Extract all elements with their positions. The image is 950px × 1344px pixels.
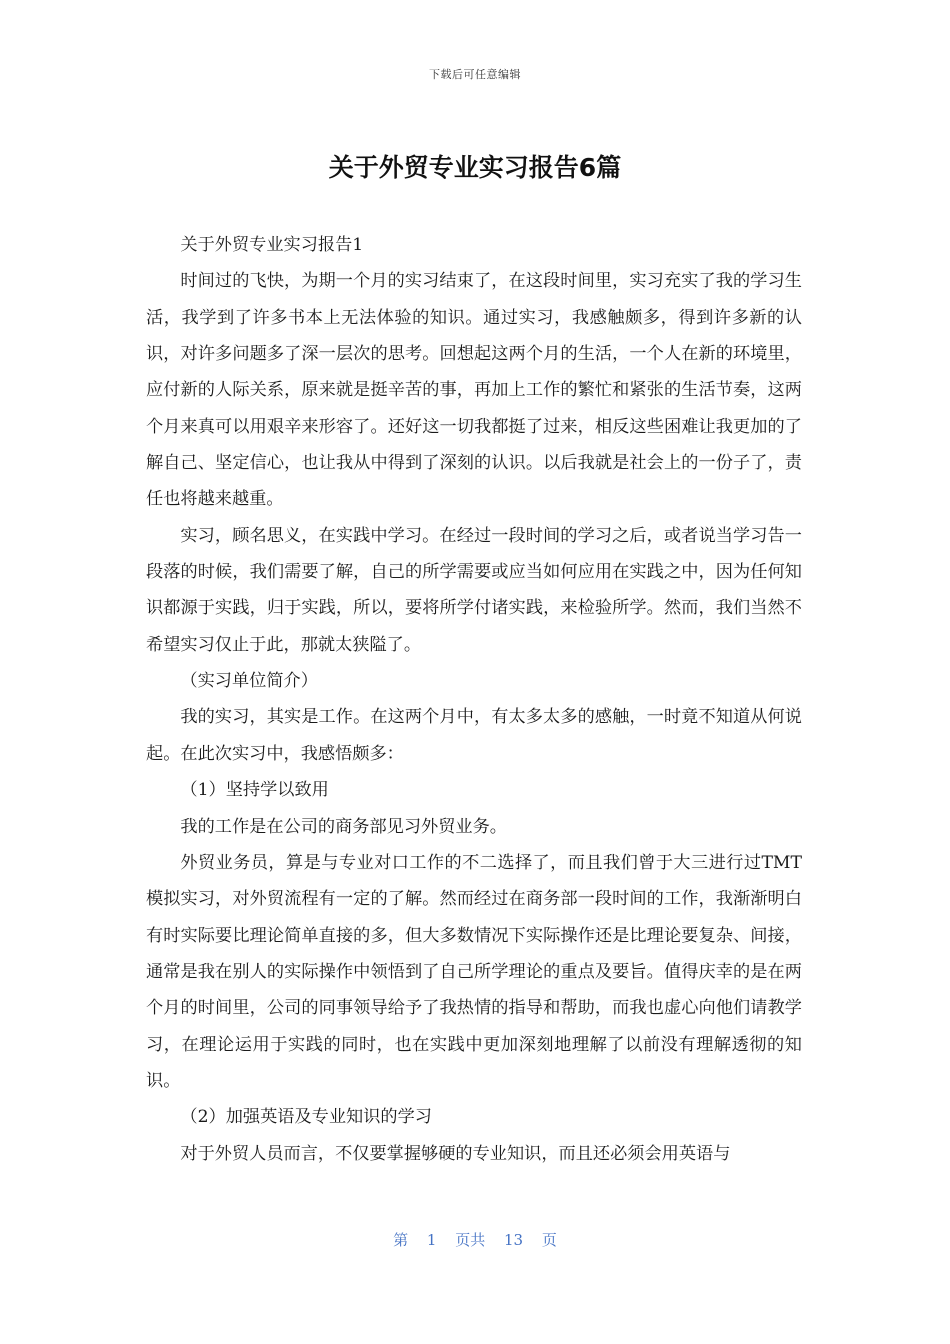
section-heading: 关于外贸专业实习报告1 [180,235,364,255]
paragraph: 我的工作是在公司的商务部见习外贸业务。 [180,816,507,837]
paragraph: 外贸业务员，算是与专业对口工作的不二选择了，而且我们曾于大三进行过TMT模拟实习，对外贸流程有一定的了解。然而经过在商务部一段时间的工作，我渐渐明白有时实际要比理论简单直接的多，但大多数情况下实际操作还是比理论要复杂、间接，通常是我在别人的实际操作中领悟到了自己所学理论的重点及要旨。值得庆幸的是在两个月的时间里，公司的同事领导给予了我热情的指导和帮助，而我也虚心向他们请教学习，在理论运用于实践的同时，也在实践中更加深刻地理解了以前没有理解透彻的知识。 [146,852,802,1091]
paragraph: 我的实习，其实是工作。在这两个月中，有太多太多的感触，一时竟不知道从何说起。在此次实习中，我感悟颇多： [146,707,802,764]
subsection-heading: （2）加强英语及专业知识的学习 [180,1107,432,1128]
paragraph: 实习，顾名思义，在实践中学习。在经过一段时间的学习之后，或者说当学习告一段落的时候，我们需要了解，自己的所学需要或应当如何应用在实践之中，因为任何知识都源于实践，归于实践，所以，要将所学付诸实践，来检验所学。然而，我们当然不希望实习仅止于此，那就太狭隘了。 [146,525,802,655]
subsection-heading: （1）坚持学以致用 [180,780,329,801]
paragraph: 时间过的飞快，为期一个月的实习结束了，在这段时间里，实习充实了我的学习生活，我学到了许多书本上无法体验的知识。通过实习，我感触颇多，得到许多新的认识，对许多问题多了深一层次的思考。回想起这两个月的生活，一个人在新的环境里，应付新的人际关系，原来就是挺辛苦的事，再加上工作的繁忙和紧张的生活节奏，这两个月来真可以用艰辛来形容了。还好这一切我都挺了过来，相反这些困难让我更加的了解自己、坚定信心，也让我从中得到了深刻的认识。以后我就是社会上的一份子了，责任也将越来越重。 [146,271,802,510]
page-number-footer: 第 1 页共 13 页 [393,1231,557,1249]
subsection-heading: （实习单位简介） [180,671,318,692]
header-note: 下载后可任意编辑 [429,68,521,81]
paragraph: 对于外贸人员而言，不仅要掌握够硬的专业知识，而且还必须会用英语与 [180,1143,731,1164]
document-body [146,227,802,1172]
document-title: 关于外贸专业实习报告6篇 [328,153,622,182]
